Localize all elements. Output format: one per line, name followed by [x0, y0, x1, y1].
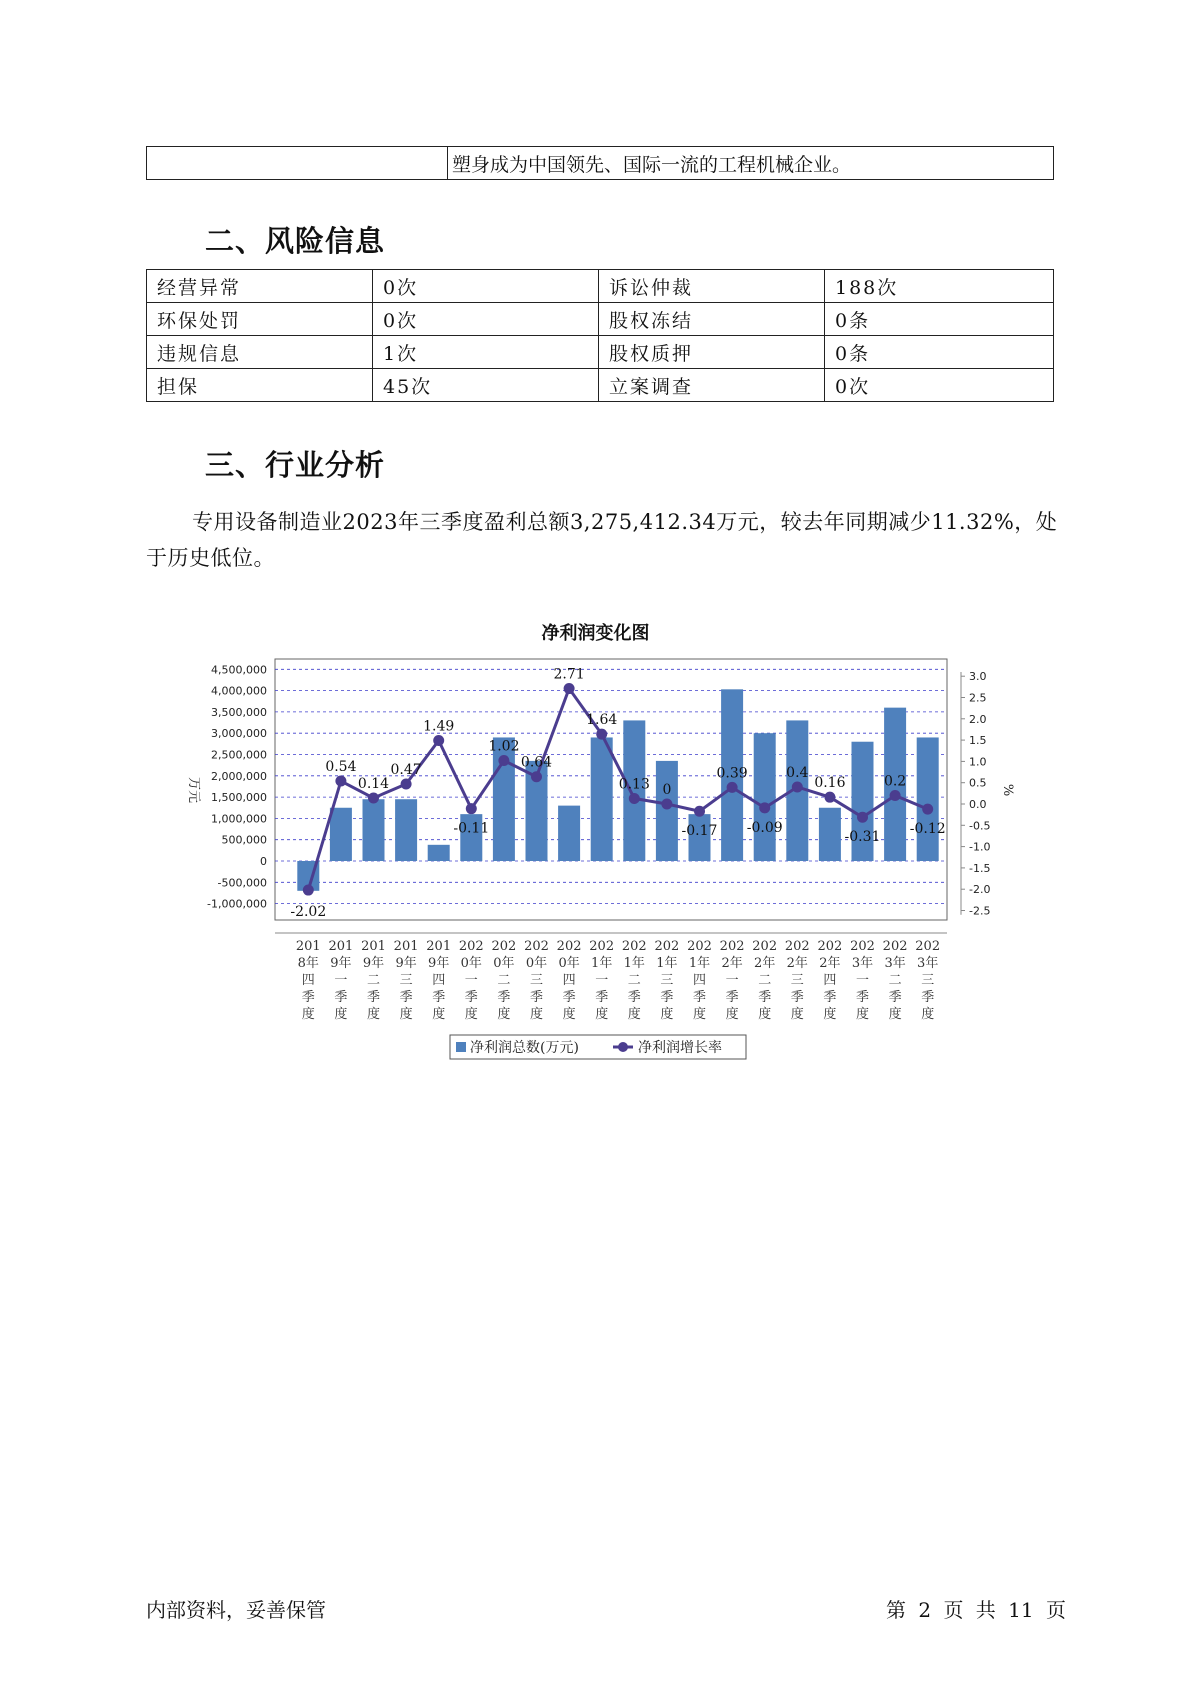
y-right-tick-label: 3.0	[969, 670, 987, 684]
data-label: 1.49	[423, 718, 455, 735]
y-left-tick-label: 3,000,000	[211, 727, 267, 741]
legend-bar-label: 净利润总数(万元)	[470, 1040, 579, 1056]
x-tick-label: 四	[301, 973, 315, 988]
bar	[363, 799, 385, 861]
risk-value: 45次	[373, 369, 599, 402]
x-tick-label: 季	[529, 990, 544, 1005]
x-tick-label: 三	[660, 973, 674, 988]
bar	[395, 799, 417, 861]
x-tick-label: 度	[627, 1007, 641, 1022]
data-label: 2.71	[553, 666, 585, 683]
x-tick-label: 季	[497, 990, 511, 1005]
x-tick-label: 度	[595, 1007, 609, 1022]
section-title-risk: 二、风险信息	[205, 224, 386, 258]
y-left-axis-label: 万元	[186, 776, 201, 804]
x-tick-label: 季	[334, 990, 348, 1005]
risk-label: 经营异常	[147, 270, 373, 303]
table-cell-text: 塑身成为中国领先、国际一流的工程机械企业。	[448, 147, 1054, 180]
x-tick-label: 度	[301, 1007, 315, 1022]
growth-rate-point	[694, 806, 705, 817]
risk-value: 0次	[825, 369, 1054, 402]
x-tick-label: 季	[627, 990, 641, 1005]
x-tick-label: 季	[692, 990, 707, 1005]
section-title-industry: 三、行业分析	[205, 448, 386, 482]
data-label: 0.54	[325, 758, 357, 775]
y-right-tick-label: 1.0	[969, 755, 987, 769]
data-label: 0.16	[814, 775, 846, 792]
data-label: 0.39	[716, 765, 748, 782]
data-label: 1.64	[586, 712, 618, 729]
y-right-tick-label: -2.0	[969, 883, 991, 897]
growth-rate-point	[792, 781, 803, 792]
x-tick-label: 一	[855, 973, 870, 988]
bar	[917, 737, 939, 861]
data-label: -2.02	[290, 904, 327, 921]
x-tick-label: 202	[687, 939, 712, 954]
x-tick-label: 度	[921, 1007, 935, 1022]
y-right-tick-label: -2.5	[969, 904, 991, 918]
x-tick-label: 9年	[428, 956, 450, 971]
x-tick-label: 202	[491, 939, 517, 954]
risk-value: 1次	[373, 336, 599, 369]
x-tick-label: 度	[334, 1007, 348, 1022]
x-tick-label: 9年	[330, 956, 352, 971]
x-tick-label: 202	[654, 939, 680, 954]
x-tick-label: 201	[361, 939, 386, 954]
legend-bar-swatch	[456, 1042, 466, 1052]
x-tick-label: 3年	[851, 956, 874, 971]
risk-label: 立案调查	[599, 369, 825, 402]
x-tick-label: 3年	[917, 956, 939, 971]
risk-label: 股权冻结	[599, 303, 825, 336]
data-label: 0.2	[883, 773, 907, 790]
risk-value: 0条	[825, 303, 1054, 336]
x-tick-label: 0年	[558, 956, 580, 971]
x-tick-label: 202	[882, 939, 908, 954]
x-tick-label: 8年	[297, 956, 319, 971]
x-tick-label: 四	[432, 973, 446, 988]
x-tick-label: 度	[660, 1007, 674, 1022]
x-tick-label: 201	[328, 939, 354, 954]
data-label: 1.02	[488, 738, 520, 755]
x-tick-label: 2年	[819, 956, 841, 971]
x-tick-label: 度	[464, 1007, 478, 1022]
x-tick-label: 1年	[688, 956, 711, 971]
bar	[591, 737, 613, 861]
y-left-tick-label: 4,500,000	[211, 663, 267, 677]
x-tick-label: 二	[366, 973, 381, 988]
x-tick-label: 度	[497, 1007, 511, 1022]
y-left-tick-label: 4,000,000	[211, 684, 267, 698]
growth-rate-point	[564, 683, 575, 694]
x-tick-label: 季	[725, 990, 739, 1005]
growth-rate-point	[433, 735, 444, 746]
x-tick-label: 季	[758, 990, 772, 1005]
growth-rate-point	[922, 804, 933, 815]
risk-value: 188次	[825, 270, 1054, 303]
x-tick-label: 202	[621, 939, 647, 954]
x-tick-label: 度	[399, 1007, 413, 1022]
risk-value: 0次	[373, 303, 599, 336]
bar	[656, 761, 678, 861]
x-tick-label: 1年	[656, 956, 678, 971]
x-tick-label: 度	[529, 1007, 544, 1022]
x-tick-label: 2年	[786, 956, 808, 971]
x-tick-label: 202	[458, 939, 484, 954]
x-tick-label: 一	[464, 973, 478, 988]
x-tick-label: 季	[790, 990, 804, 1005]
bar	[819, 808, 841, 861]
x-tick-label: 季	[660, 990, 674, 1005]
x-tick-label: 二	[497, 973, 511, 988]
x-tick-label: 202	[915, 939, 941, 954]
x-tick-label: 201	[295, 939, 321, 954]
x-tick-label: 季	[921, 990, 935, 1005]
x-tick-label: 二	[758, 973, 772, 988]
x-tick-label: 3年	[884, 956, 906, 971]
x-tick-label: 季	[855, 990, 870, 1005]
growth-rate-point	[401, 778, 412, 789]
x-tick-label: 0年	[493, 956, 515, 971]
x-tick-label: 季	[399, 990, 413, 1005]
x-tick-label: 季	[823, 990, 837, 1005]
y-left-tick-label: 0	[260, 855, 267, 868]
x-tick-label: 度	[855, 1007, 870, 1022]
growth-rate-point	[824, 792, 835, 803]
growth-rate-point	[466, 803, 477, 814]
data-label: 0	[662, 782, 672, 798]
data-label: 0.4	[786, 764, 809, 781]
x-tick-label: 一	[334, 973, 348, 988]
y-left-tick-label: -500,000	[217, 876, 267, 890]
x-tick-label: 9年	[395, 956, 417, 971]
x-tick-label: 三	[399, 973, 413, 988]
x-tick-label: 2年	[754, 956, 776, 971]
x-tick-label: 度	[888, 1007, 902, 1022]
data-label: 0.64	[520, 754, 553, 771]
data-label: -0.09	[746, 819, 783, 836]
x-tick-label: 一	[725, 973, 739, 988]
x-tick-label: 1年	[623, 956, 645, 971]
x-tick-label: 一	[595, 973, 609, 988]
growth-rate-point	[498, 755, 509, 766]
x-tick-label: 四	[823, 973, 837, 988]
risk-label: 股权质押	[599, 336, 825, 369]
x-tick-label: 202	[752, 939, 778, 954]
x-tick-label: 2年	[721, 956, 743, 971]
x-tick-label: 季	[595, 990, 609, 1005]
x-tick-label: 季	[464, 990, 478, 1005]
x-tick-label: 三	[529, 973, 544, 988]
risk-value: 0次	[373, 270, 599, 303]
data-label: -0.31	[844, 829, 881, 846]
data-label: 0.14	[357, 776, 390, 793]
growth-rate-point	[368, 793, 379, 804]
x-tick-label: 度	[725, 1007, 739, 1022]
y-left-tick-label: 500,000	[221, 833, 267, 847]
footer-page-number: 第 2 页 共 11 页	[886, 1598, 1066, 1622]
x-tick-label: 0年	[460, 956, 482, 971]
y-left-tick-label: 3,500,000	[211, 705, 267, 719]
growth-rate-point	[661, 799, 672, 810]
industry-paragraph: 专用设备制造业2023年三季度盈利总额3,275,412.34万元，较去年同期减少11.32%，处于历史低位。	[146, 510, 1058, 570]
x-tick-label: 度	[790, 1007, 804, 1022]
x-tick-label: 0年	[525, 956, 548, 971]
bar	[428, 845, 450, 861]
x-tick-label: 二	[888, 973, 902, 988]
legend-line-marker	[618, 1042, 628, 1052]
y-right-tick-label: 0.5	[969, 776, 987, 790]
y-right-tick-label: 1.5	[969, 734, 987, 748]
x-tick-label: 三	[790, 973, 804, 988]
x-tick-label: 度	[823, 1007, 837, 1022]
growth-rate-point	[890, 790, 901, 801]
x-tick-label: 度	[758, 1007, 772, 1022]
y-right-tick-label: -1.0	[969, 840, 991, 854]
data-label: 0.13	[618, 776, 650, 793]
data-label: -0.11	[453, 820, 490, 837]
x-tick-label: 季	[432, 990, 446, 1005]
x-tick-label: 202	[817, 939, 843, 954]
x-tick-label: 202	[556, 939, 582, 954]
risk-label: 环保处罚	[147, 303, 373, 336]
growth-rate-point	[727, 782, 738, 793]
y-left-tick-label: 1,000,000	[211, 812, 267, 826]
y-right-tick-label: 2.0	[969, 712, 987, 726]
y-left-tick-label: 1,500,000	[211, 791, 267, 805]
risk-label: 诉讼仲裁	[599, 270, 825, 303]
risk-label: 担保	[147, 369, 373, 402]
x-tick-label: 二	[627, 973, 641, 988]
x-tick-label: 1年	[591, 956, 613, 971]
risk-value: 0条	[825, 336, 1054, 369]
x-tick-label: 三	[921, 973, 935, 988]
y-left-tick-label: 2,000,000	[211, 769, 267, 783]
x-tick-label: 度	[562, 1007, 576, 1022]
bar	[558, 806, 580, 861]
bar	[754, 733, 776, 861]
x-tick-label: 202	[784, 939, 810, 954]
x-tick-label: 度	[692, 1007, 707, 1022]
y-right-tick-label: 2.5	[969, 691, 987, 705]
growth-rate-point	[629, 793, 640, 804]
growth-rate-point	[303, 885, 314, 896]
x-tick-label: 202	[589, 939, 615, 954]
x-tick-label: 季	[562, 990, 576, 1005]
x-tick-label: 季	[366, 990, 381, 1005]
x-tick-label: 202	[850, 939, 875, 954]
y-left-tick-label: 2,500,000	[211, 748, 267, 762]
data-label: -0.17	[681, 823, 718, 840]
growth-rate-point	[857, 812, 868, 823]
y-left-tick-label: -1,000,000	[207, 897, 267, 911]
y-right-axis-label: %	[1000, 783, 1015, 797]
x-tick-label: 202	[524, 939, 549, 954]
growth-rate-point	[759, 802, 770, 813]
footer-confidential: 内部资料，妥善保管	[146, 1598, 326, 1622]
growth-rate-point	[531, 771, 542, 782]
risk-label: 违规信息	[147, 336, 373, 369]
bar	[330, 808, 352, 861]
growth-rate-point	[335, 775, 346, 786]
x-tick-label: 202	[719, 939, 745, 954]
x-tick-label: 度	[432, 1007, 446, 1022]
y-right-tick-label: 0.0	[969, 798, 987, 811]
x-tick-label: 9年	[362, 956, 385, 971]
x-tick-label: 201	[426, 939, 452, 954]
x-tick-label: 度	[366, 1007, 381, 1022]
y-right-tick-label: -0.5	[969, 819, 991, 833]
growth-rate-point	[596, 729, 607, 740]
x-tick-label: 201	[393, 939, 419, 954]
x-tick-label: 四	[692, 973, 707, 988]
x-tick-label: 四	[562, 973, 576, 988]
x-tick-label: 季	[888, 990, 902, 1005]
data-label: 0.47	[390, 761, 422, 778]
y-right-tick-label: -1.5	[969, 861, 991, 875]
chart-title: 净利润变化图	[541, 623, 650, 644]
data-label: -0.12	[909, 821, 946, 838]
x-tick-label: 季	[301, 990, 315, 1005]
legend-line-label: 净利润增长率	[638, 1040, 722, 1056]
